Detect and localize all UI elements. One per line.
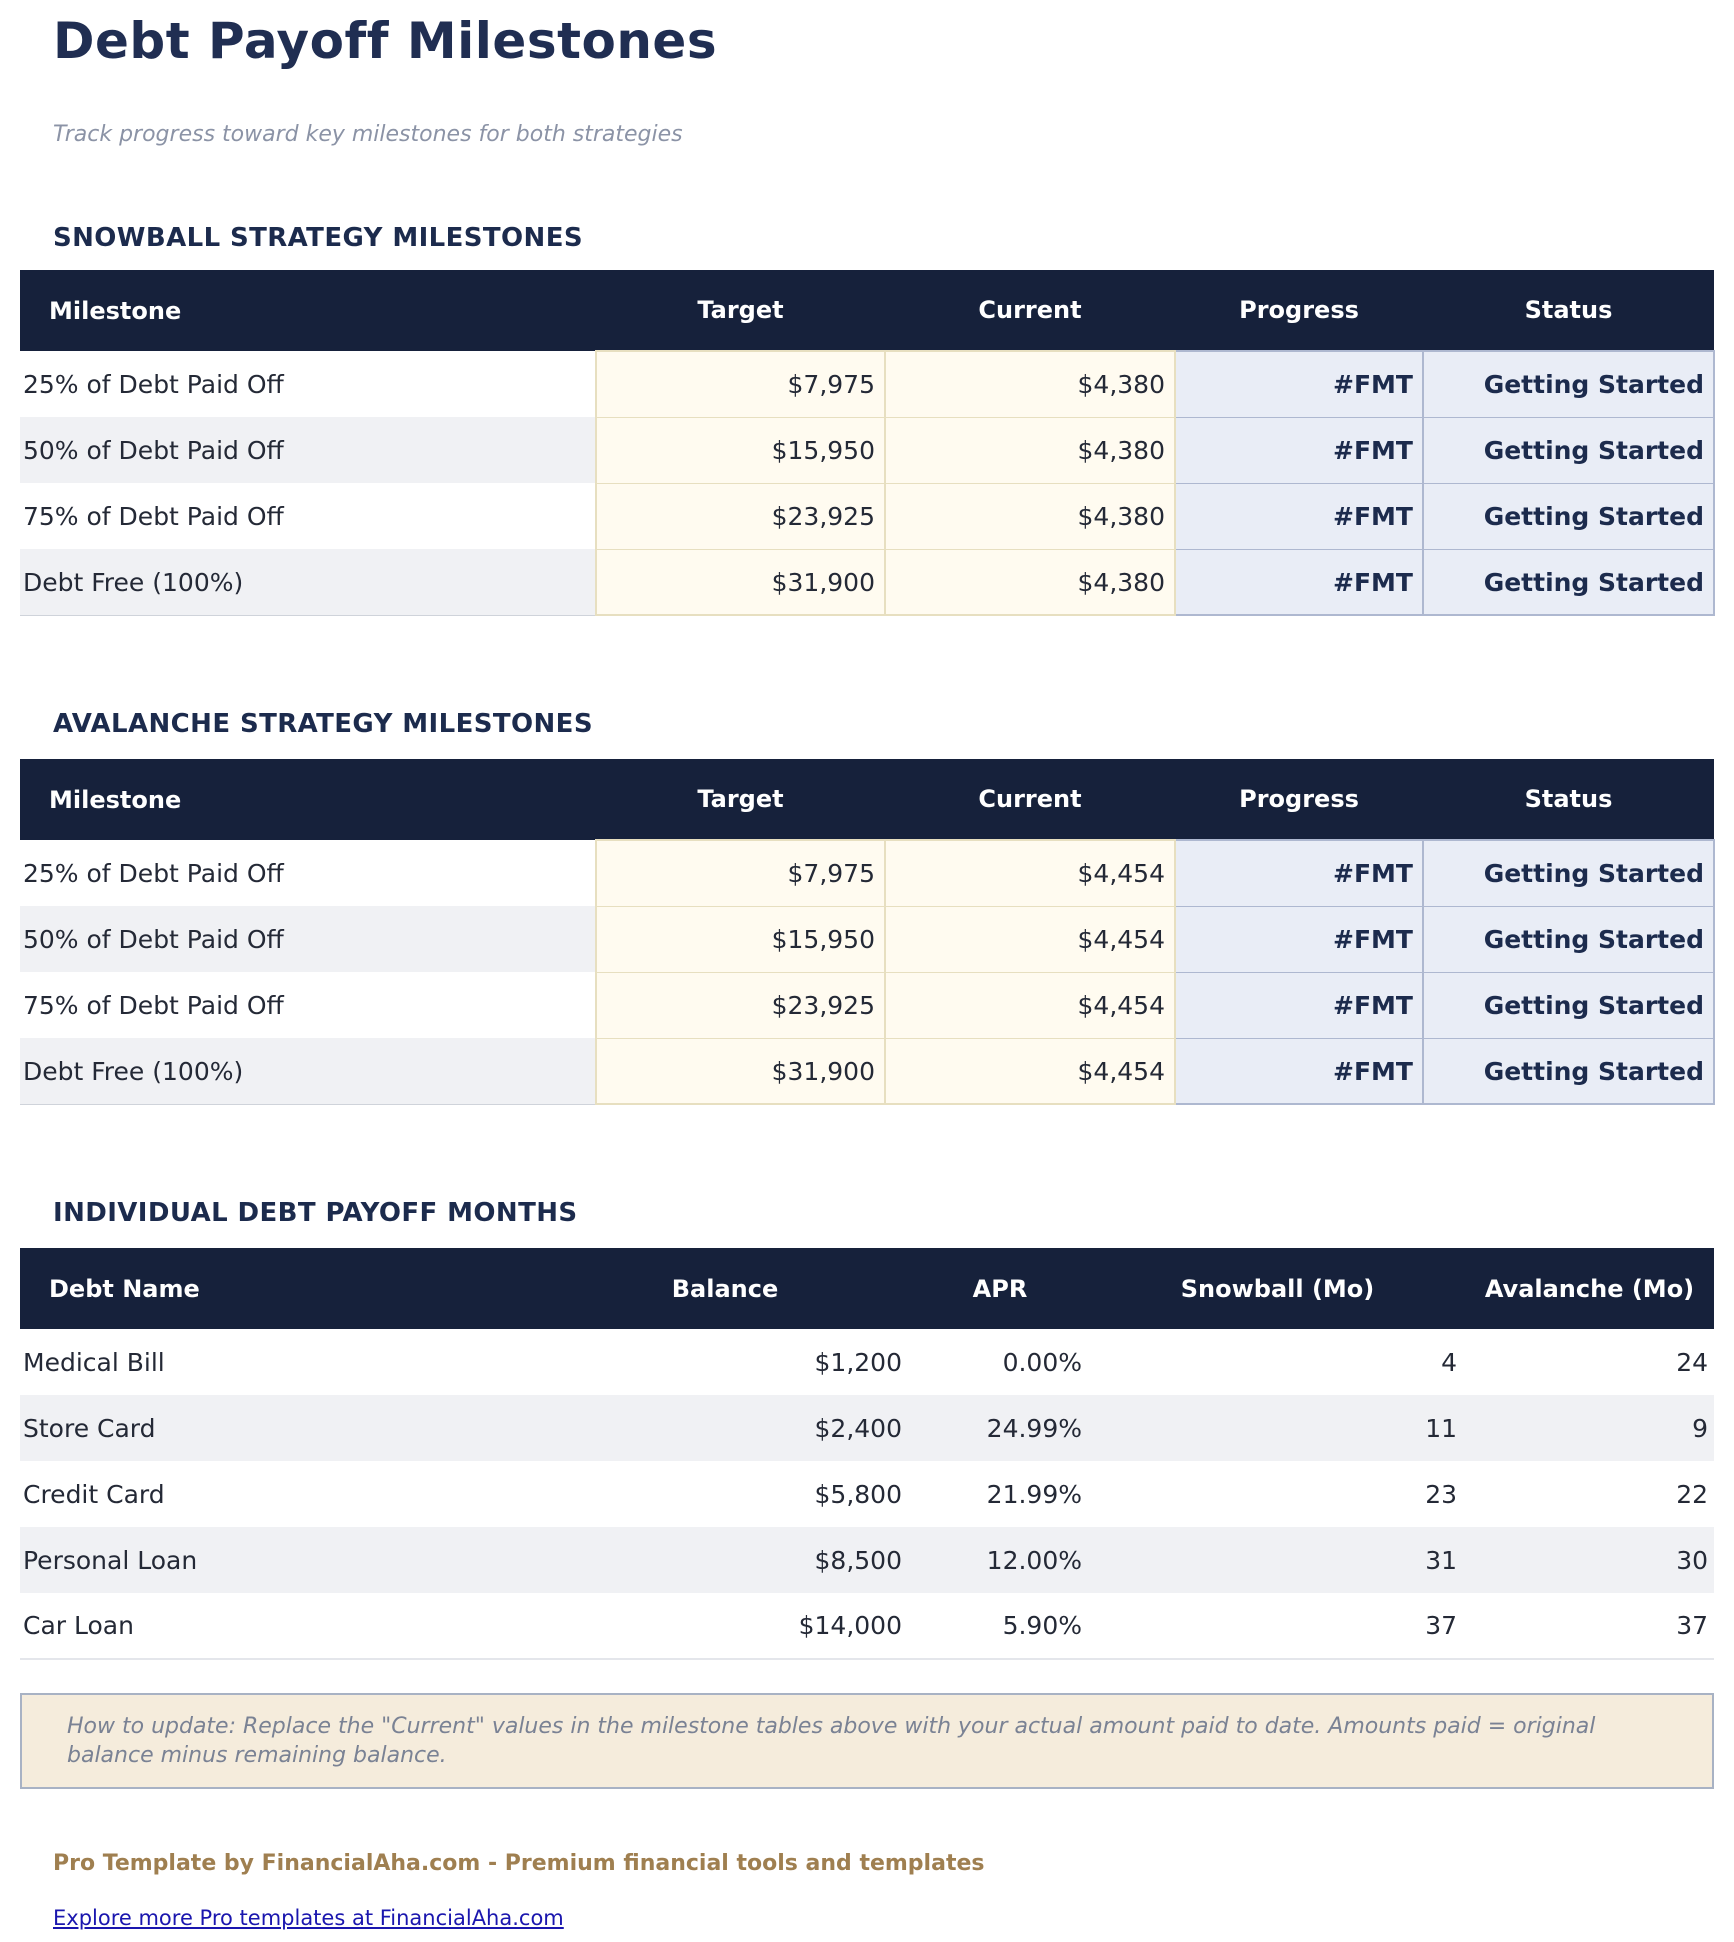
debts-table xyxy=(20,1248,1714,1660)
avalanche-months-cell: 37 xyxy=(1465,1593,1714,1659)
status-cell: Getting Started xyxy=(1423,906,1714,972)
apr-cell: 12.00% xyxy=(910,1527,1090,1593)
avalanche-months-cell: 30 xyxy=(1465,1527,1714,1593)
avalanche-months-cell: 24 xyxy=(1676,1347,1708,1377)
milestone-label: Debt Free (100%) xyxy=(20,549,596,615)
progress-cell: #FMT xyxy=(1175,972,1423,1038)
milestone-label: 75% of Debt Paid Off xyxy=(23,501,284,531)
progress-cell: #FMT xyxy=(1175,549,1423,615)
column-header-snowball-months: Snowball (Mo) xyxy=(1090,1248,1465,1329)
status-cell: Getting Started xyxy=(1423,1038,1714,1104)
status-cell: Getting Started xyxy=(1423,417,1714,483)
target-cell[interactable]: $23,925 xyxy=(596,483,885,549)
snowball-months-cell: 23 xyxy=(1425,1479,1457,1509)
page-title: Debt Payoff Milestones xyxy=(53,12,718,70)
milestone-label: 75% of Debt Paid Off xyxy=(23,990,284,1020)
milestone-table-row xyxy=(20,351,1714,417)
apr-cell: 21.99% xyxy=(986,1479,1082,1509)
how-to-update-note-text: How to update: Replace the "Current" values in the milestone tables above with your actual amount paid to date. Amounts paid = original balance minus remaining balance. xyxy=(67,1714,1596,1769)
debt-name-cell: Credit Card xyxy=(23,1479,165,1509)
debt-name-cell: Store Card xyxy=(20,1395,540,1461)
balance-cell: $14,000 xyxy=(540,1593,910,1659)
apr-cell: 5.90% xyxy=(910,1593,1090,1659)
progress-cell: #FMT xyxy=(1175,840,1423,906)
apr-cell: 0.00% xyxy=(1002,1347,1082,1377)
column-header-target: Target xyxy=(596,759,885,840)
progress-cell: #FMT xyxy=(1175,483,1423,549)
column-header-status: Status xyxy=(1423,270,1714,351)
balance-cell: $2,400 xyxy=(540,1395,910,1461)
milestone-label: 25% of Debt Paid Off xyxy=(23,369,284,399)
target-cell[interactable]: $15,950 xyxy=(596,417,885,483)
current-cell[interactable]: $4,380 xyxy=(885,483,1175,549)
snowball-months-cell: 37 xyxy=(1090,1593,1465,1659)
footer xyxy=(0,1851,1734,1930)
debt-name-cell: Medical Bill xyxy=(23,1347,165,1377)
current-cell[interactable]: $4,380 xyxy=(885,417,1175,483)
target-cell[interactable]: $31,900 xyxy=(596,549,885,615)
snowball-heading: SNOWBALL STRATEGY MILESTONES xyxy=(53,223,584,254)
column-header-apr: APR xyxy=(910,1248,1090,1329)
apr-cell: 24.99% xyxy=(910,1395,1090,1461)
page xyxy=(0,12,1734,1931)
debts-section xyxy=(0,1200,1734,1660)
balance-cell: $1,200 xyxy=(814,1347,902,1377)
target-cell[interactable]: $7,975 xyxy=(596,840,885,906)
avalanche-heading: AVALANCHE STRATEGY MILESTONES xyxy=(53,709,593,740)
status-cell: Getting Started xyxy=(1423,972,1714,1038)
debt-name-cell: Personal Loan xyxy=(20,1527,540,1593)
progress-cell: #FMT xyxy=(1175,417,1423,483)
target-cell[interactable]: $31,900 xyxy=(596,1038,885,1104)
avalanche-months-cell: 22 xyxy=(1676,1479,1708,1509)
page-subtitle: Track progress toward key milestones for both strategies xyxy=(53,122,683,147)
snowball-months-cell: 4 xyxy=(1441,1347,1457,1377)
milestone-label: Debt Free (100%) xyxy=(20,1038,596,1104)
debt-table-row xyxy=(20,1395,1714,1461)
current-cell[interactable]: $4,380 xyxy=(885,549,1175,615)
column-header-progress: Progress xyxy=(1175,759,1423,840)
current-cell[interactable]: $4,454 xyxy=(885,972,1175,1038)
debt-name-cell: Car Loan xyxy=(20,1593,540,1659)
column-header-balance: Balance xyxy=(540,1248,910,1329)
status-cell: Getting Started xyxy=(1423,840,1714,906)
status-cell: Getting Started xyxy=(1423,483,1714,549)
avalanche-section xyxy=(0,711,1734,1105)
column-header-progress: Progress xyxy=(1175,270,1423,351)
milestone-table-row xyxy=(20,972,1714,1038)
table-header-row xyxy=(20,270,1714,351)
current-cell[interactable]: $4,454 xyxy=(885,840,1175,906)
current-cell[interactable]: $4,454 xyxy=(885,906,1175,972)
snowball-months-cell: 31 xyxy=(1090,1527,1465,1593)
debt-table-row xyxy=(20,1329,1714,1395)
column-header-current: Current xyxy=(885,759,1175,840)
debt-table-row xyxy=(20,1593,1714,1659)
debt-table-row xyxy=(20,1461,1714,1527)
avalanche-months-cell: 9 xyxy=(1465,1395,1714,1461)
target-cell[interactable]: $7,975 xyxy=(596,351,885,417)
current-cell[interactable]: $4,454 xyxy=(885,1038,1175,1104)
milestone-table-row xyxy=(20,906,1714,972)
milestone-table-row xyxy=(20,417,1714,483)
table-header-row xyxy=(20,759,1714,840)
target-cell[interactable]: $23,925 xyxy=(596,972,885,1038)
milestone-table-row xyxy=(20,549,1714,615)
balance-cell: $8,500 xyxy=(540,1527,910,1593)
avalanche-table xyxy=(20,759,1715,1105)
status-cell: Getting Started xyxy=(1423,351,1714,417)
column-header-milestone: Milestone xyxy=(20,759,596,840)
table-header-row xyxy=(20,1248,1714,1329)
milestone-label: 25% of Debt Paid Off xyxy=(23,858,284,888)
milestone-table-row xyxy=(20,1038,1714,1104)
how-to-update-note xyxy=(20,1693,1714,1789)
column-header-debt-name: Debt Name xyxy=(20,1248,540,1329)
debts-heading: INDIVIDUAL DEBT PAYOFF MONTHS xyxy=(53,1198,578,1229)
progress-cell: #FMT xyxy=(1175,1038,1423,1104)
column-header-milestone: Milestone xyxy=(20,270,596,351)
milestone-table-row xyxy=(20,483,1714,549)
column-header-status: Status xyxy=(1423,759,1714,840)
footer-link[interactable]: Explore more Pro templates at FinancialAha.com xyxy=(53,1906,564,1931)
balance-cell: $5,800 xyxy=(814,1479,902,1509)
snowball-months-cell: 11 xyxy=(1090,1395,1465,1461)
debt-table-row xyxy=(20,1527,1714,1593)
current-cell[interactable]: $4,380 xyxy=(885,351,1175,417)
column-header-avalanche-months: Avalanche (Mo) xyxy=(1465,1248,1714,1329)
column-header-current: Current xyxy=(885,270,1175,351)
progress-cell: #FMT xyxy=(1175,906,1423,972)
snowball-section xyxy=(0,225,1734,616)
milestone-label: 50% of Debt Paid Off xyxy=(20,906,596,972)
status-cell: Getting Started xyxy=(1423,549,1714,615)
progress-cell: #FMT xyxy=(1175,351,1423,417)
footer-credit: Pro Template by FinancialAha.com - Premium financial tools and templates xyxy=(53,1851,985,1877)
snowball-table xyxy=(20,270,1715,616)
column-header-target: Target xyxy=(596,270,885,351)
target-cell[interactable]: $15,950 xyxy=(596,906,885,972)
milestone-table-row xyxy=(20,840,1714,906)
milestone-label: 50% of Debt Paid Off xyxy=(20,417,596,483)
